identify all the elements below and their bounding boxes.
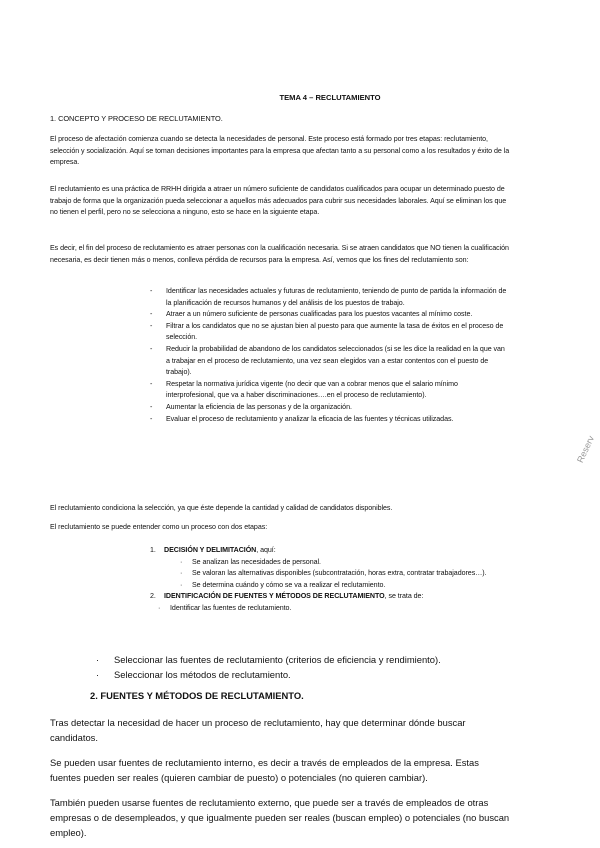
list-item: · Se analizan las necesidades de personal. (180, 557, 510, 569)
list-item: · Identificar las fuentes de reclutamiento. (158, 603, 510, 615)
list-item: · Seleccionar las fuentes de reclutamiento (criterios de eficiencia y rendimiento). (96, 652, 516, 667)
etapa-1-items (150, 557, 510, 592)
paragraph-proceso-afectacion: El proceso de afectación comienza cuando se detecta la necesidades de personal. Este proceso está formado por tres etapas: reclutamiento, selección y socialización. Aquí se toman decisiones importantes para la empresa que afectan tanto a su personal como a los resultados y éxito de la empresa. (50, 135, 510, 167)
section-1-heading: 1. CONCEPTO Y PROCESO DE RECLUTAMIENTO. (50, 114, 223, 123)
paragraph-fuentes-internas: Se pueden usar fuentes de reclutamiento interno, es decir a través de empleados de la empresa. Estas fuentes pueden ser reales (quieren cambiar de puesto) o potenciales (no quieren cambiar). (50, 757, 479, 783)
list-item: · Seleccionar los métodos de reclutamiento. (96, 667, 516, 682)
etapa-label: DECISIÓN Y DELIMITACIÓN (164, 546, 257, 554)
fines-list (148, 286, 508, 425)
paragraph-condiciona-seleccion: El reclutamiento condiciona la selección, ya que éste depende la cantidad y calidad de candidatos disponibles. (50, 504, 393, 512)
etapa-2-items (150, 603, 510, 615)
paragraph-dos-etapas: El reclutamiento se puede entender como un proceso con dos etapas: (50, 523, 268, 531)
etapas-list (150, 545, 510, 615)
paragraph-donde-buscar: Tras detectar la necesidad de hacer un proceso de reclutamiento, hay que determinar dónde buscar candidatos. (50, 717, 466, 743)
list-item: - Respetar la normativa jurídica vigente (no decir que van a cobrar menos que el salario mínimo interprofesional, que va a haber discriminaciones….en el proceso de reclutamiento). (148, 379, 508, 402)
list-item: - Atraer a un número suficiente de personas cualificadas para los puestos vacantes al mínimo coste. (148, 309, 508, 321)
watermark-text: Reserv (575, 434, 597, 465)
etapa-suffix: , aquí: (256, 546, 276, 554)
etapa-label: IDENTIFICACIÓN DE FUENTES Y MÉTODOS DE RECLUTAMIENTO (164, 592, 385, 601)
etapa-number: 1. (150, 546, 156, 554)
list-item: - Evaluar el proceso de reclutamiento y analizar la eficacia de las fuentes y técnicas utilizadas. (148, 414, 508, 426)
seleccionar-list (96, 652, 516, 682)
list-item: - Reducir la probabilidad de abandono de los candidatos seleccionados (si se les dice la realidad en la que van a trabajar en el proceso de reclutamiento, una vez sean elegidos van a estar contentos con el puesto de trabajo). (148, 344, 508, 379)
list-item: - Filtrar a los candidatos que no se ajustan bien al puesto para que aumente la tasa de éxitos en el proceso de selección. (148, 321, 508, 344)
paragraph-fin-reclutamiento: Es decir, el fin del proceso de reclutamiento es atraer personas con la cualificación necesaria. Si se atraen candidatos que NO tienen la cualificación necesaria, es decir tienen más o menos, conlleva pérdida de recursos para la empresa. Así, vemos que los fines del reclutamiento son: (50, 244, 509, 264)
section-2-heading: 2. FUENTES Y MÉTODOS DE RECLUTAMIENTO. (90, 690, 304, 701)
document-title: TEMA 4 – RECLUTAMIENTO (279, 93, 381, 102)
list-item: · Se valoran las alternativas disponibles (subcontratación, horas extra, contratar trabajadores…). (180, 568, 510, 580)
list-item: · Se determina cuándo y cómo se va a realizar el reclutamiento. (180, 580, 510, 592)
paragraph-fuentes-externas: También pueden usarse fuentes de reclutamiento externo, que puede ser a través de empleados de otras empresas o de desempleados, y que igualmente pueden ser reales (buscan empleo) o potenciales (no buscan empleo). (50, 797, 510, 838)
etapa-number: 2. (150, 592, 156, 601)
etapa-suffix: , se trata de: (384, 592, 424, 601)
etapa-2 (150, 591, 510, 614)
list-item: - Aumentar la eficiencia de las personas y de la organización. (148, 402, 508, 414)
etapa-1 (150, 545, 510, 591)
list-item: - Identificar las necesidades actuales y futuras de reclutamiento, teniendo de punto de partida la información de la planificación de recursos humanos y del análisis de los puestos de trabajo. (148, 286, 508, 309)
paragraph-definicion-reclutamiento: El reclutamiento es una práctica de RRHH dirigida a atraer un número suficiente de candidatos cualificados para ocupar un determinado puesto de trabajo de forma que la organización pueda seleccionar a aquellos más adecuados para cubrir sus necesidades laborales. Aquí se eliminan los que no tienen el perfil, pero no se selecciona a ninguno, esto se hace en la siguiente etapa. (50, 185, 507, 217)
